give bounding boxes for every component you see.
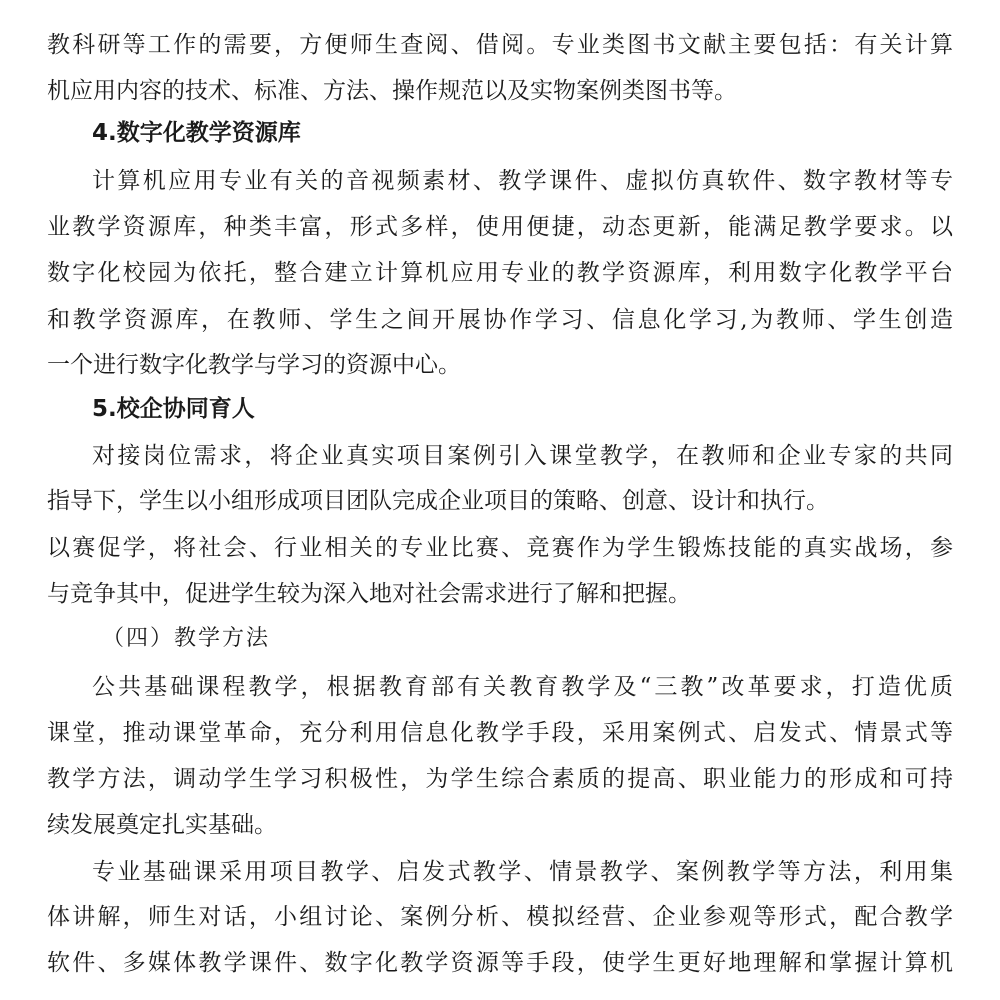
paragraph-line: 课堂，推动课堂革命，充分利用信息化教学手段，采用案例式、启发式、情景式等	[47, 720, 953, 746]
paragraph-line: 软件、多媒体教学课件、数字化教学资源等手段，使学生更好地理解和掌握计算机	[47, 950, 953, 976]
subsection-heading: （四）教学方法	[102, 626, 271, 651]
paragraph-line: 教科研等工作的需要，方便师生查阅、借阅。专业类图书文献主要包括：有关计算	[47, 32, 953, 58]
paragraph-line: 计算机应用专业有关的音视频素材、教学课件、虚拟仿真软件、数字教材等专	[92, 168, 953, 194]
paragraph-line: 专业基础课采用项目教学、启发式教学、情景教学、案例教学等方法，利用集	[92, 859, 953, 885]
paragraph-line: 教学方法，调动学生学习积极性，为学生综合素质的提高、职业能力的形成和可持	[47, 766, 953, 792]
paragraph-line: 业教学资源库，种类丰富，形式多样，使用便捷，动态更新，能满足教学要求。以	[47, 214, 953, 240]
section-heading: 5.校企协同育人	[92, 396, 255, 422]
paragraph-line: 和教学资源库，在教师、学生之间开展协作学习、信息化学习,为教师、学生创造	[47, 307, 953, 333]
paragraph-line: 机应用内容的技术、标准、方法、操作规范以及实物案例类图书等。	[47, 78, 737, 104]
paragraph-line: 续发展奠定扎实基础。	[47, 812, 277, 838]
paragraph-line: 对接岗位需求，将企业真实项目案例引入课堂教学，在教师和企业专家的共同	[92, 443, 953, 469]
paragraph-line: 与竞争其中，促进学生较为深入地对社会需求进行了解和把握。	[47, 581, 691, 607]
paragraph-line: 体讲解，师生对话，小组讨论、案例分析、模拟经营、企业参观等形式，配合教学	[47, 904, 953, 930]
paragraph-line: 公共基础课程教学，根据教育部有关教育教学及“三教”改革要求，打造优质	[92, 674, 953, 700]
paragraph-line: 以赛促学，将社会、行业相关的专业比赛、竞赛作为学生锻炼技能的真实战场，参	[47, 535, 953, 561]
paragraph-line: 数字化校园为依托，整合建立计算机应用专业的教学资源库，利用数字化教学平台	[47, 260, 953, 286]
section-heading: 4.数字化教学资源库	[92, 120, 301, 146]
paragraph-line: 指导下，学生以小组形成项目团队完成企业项目的策略、创意、设计和执行。	[47, 488, 829, 514]
paragraph-line: 一个进行数字化教学与学习的资源中心。	[47, 352, 461, 378]
